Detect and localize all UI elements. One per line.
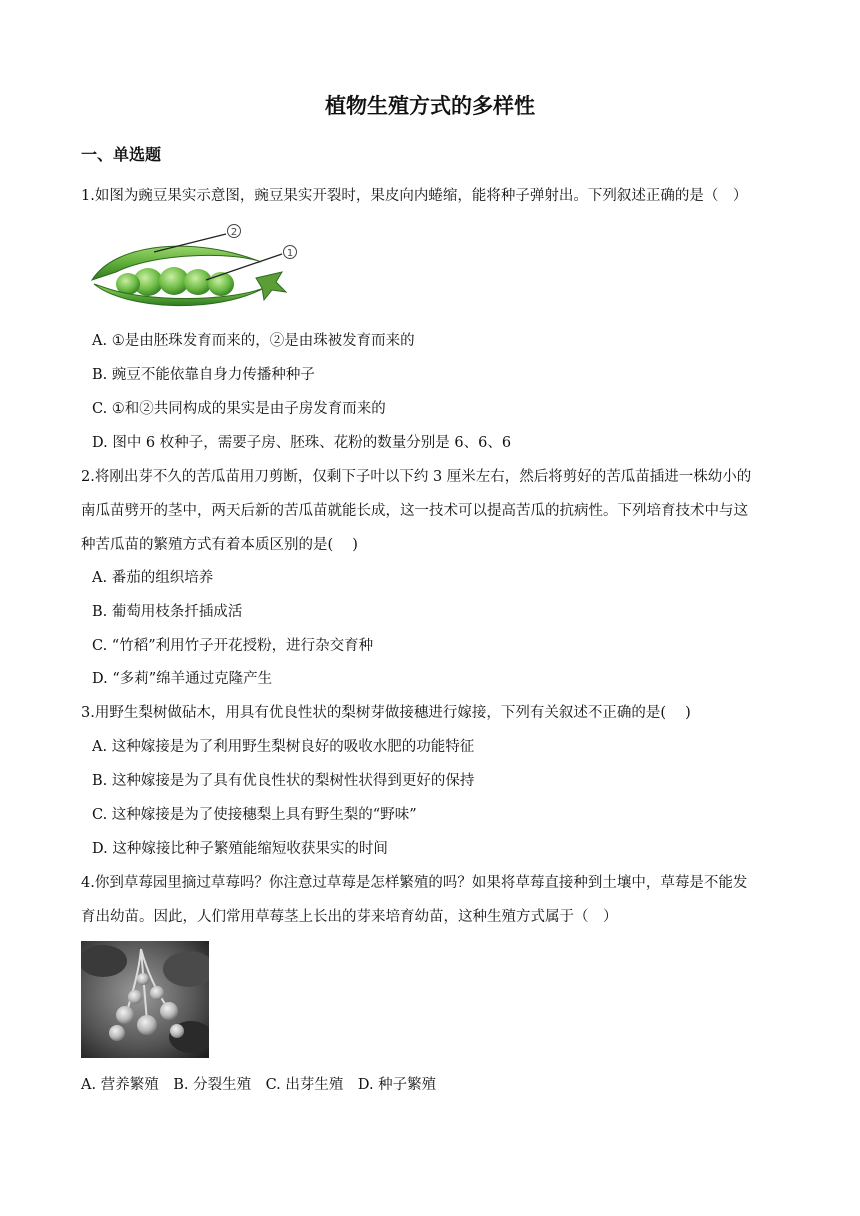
question-4-stem-line-2: 育出幼苗。因此，人们常用草莓茎上长出的芽来培育幼苗，这种生殖方式属于（ ） [81,909,618,925]
question-1-option-c: C. ①和②共同构成的果实是由子房发育而来的 [92,401,386,417]
question-4-options: A. 营养繁殖 B. 分裂生殖 C. 出芽生殖 D. 种子繁殖 [81,1077,437,1093]
question-4-stem-line-1: 4.你到草莓园里摘过草莓吗？你注意过草莓是怎样繁殖的吗？如果将草莓直接种到土壤中，草莓是不能发 [81,875,748,891]
question-1-stem: 1.如图为豌豆果实示意图，豌豆果实开裂时，果皮向内蜷缩，能将种子弹射出。下列叙述正确的是（ ） [81,188,748,204]
question-3-option-a: A. 这种嫁接是为了利用野生梨树良好的吸收水肥的功能特征 [92,739,475,755]
question-1-option-d: D. 图中 6 枚种子，需要子房、胚珠、花粉的数量分别是 6、6、6 [92,435,512,451]
question-2-option-b: B. 葡萄用枝条扦插成活 [92,604,243,620]
question-2-option-d: D. “多莉”绵羊通过克隆产生 [92,671,273,687]
question-2-option-c: C. “竹稻”利用竹子开花授粉，进行杂交育种 [92,638,374,654]
question-2-stem-line-2: 南瓜苗劈开的茎中，两天后新的苦瓜苗就能长成，这一技术可以提高苦瓜的抗病性。下列培育技术中与这 [81,503,748,519]
question-3-stem: 3.用野生梨树做砧木，用具有优良性状的梨树芽做接穗进行嫁接，下列有关叙述不正确的是( ) [81,705,691,721]
question-2-stem-line-1: 2.将刚出芽不久的苦瓜苗用刀剪断，仅剩下子叶以下约 3 厘米左右，然后将剪好的苦瓜苗插进一株幼小的 [81,469,752,485]
pea-pod-figure [86,222,302,316]
section-heading: 一、单选题 [81,145,162,164]
question-3-option-c: C. 这种嫁接是为了使接穗梨上具有野生梨的“野味” [92,807,417,823]
question-2-stem-line-3: 种苦瓜苗的繁殖方式有着本质区别的是( ) [81,537,358,553]
page-title: 植物生殖方式的多样性 [325,94,535,118]
strawberry-photo [81,941,209,1058]
svg-text:2: 2 [230,227,238,238]
question-2-option-a: A. 番茄的组织培养 [92,570,214,586]
question-1-option-a: A. ①是由胚珠发育而来的，②是由珠被发育而来的 [92,333,415,349]
question-3-option-d: D. 这种嫁接比种子繁殖能缩短收获果实的时间 [92,841,388,857]
question-3-option-b: B. 这种嫁接是为了具有优良性状的梨树性状得到更好的保持 [92,773,475,789]
question-1-option-b: B. 豌豆不能依靠自身力传播种种子 [92,367,315,383]
svg-text:1: 1 [286,248,294,259]
